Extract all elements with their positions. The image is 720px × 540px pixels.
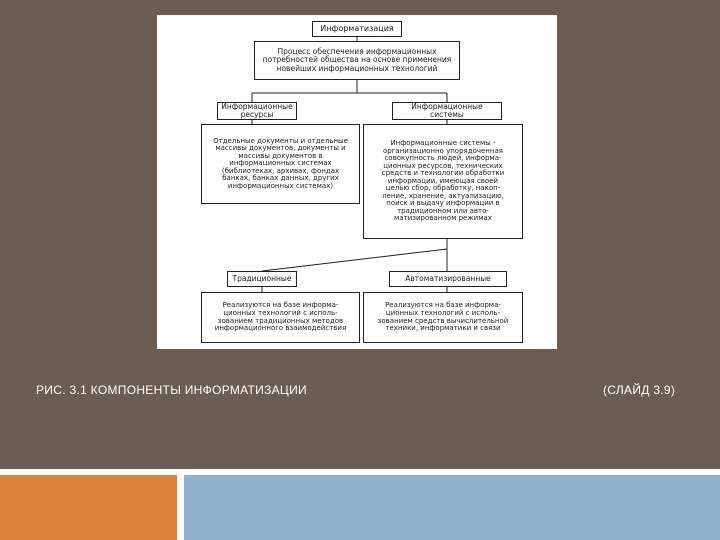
footer-accent-blue (184, 475, 720, 540)
automated-title-box: Автоматизированные (389, 271, 507, 287)
slide-number: (СЛАЙД 3.9) (603, 383, 676, 397)
traditional-title-box: Традиционные (227, 271, 297, 287)
title-box: Информатизация (312, 21, 402, 37)
definition-box: Процесс обеспечения информационных потребностей общества на основе применения новейших информационных технологий (254, 41, 460, 80)
figure-caption: РИС. 3.1 КОМПОНЕНТЫ ИНФОРМАТИЗАЦИИ (36, 383, 307, 397)
connector-to-traditional (262, 249, 447, 271)
footer-accent-orange (0, 475, 177, 540)
systems-text-box: Информационные системы - организационно упорядоченная совокупность людей, информа- ционных ресурсов, технических средств и технологии обработки информации, имеющая своей целью сбор, обработку, накоп- ление, хранение, актуализацию, поиск и выдачу информации в традиционном или авто- матизированном режимах (363, 124, 523, 239)
informatization-diagram (157, 15, 557, 349)
systems-title-box: Информационные системы (392, 102, 502, 120)
resources-text-box: Отдельные документы и отдельные массивы документов, документы и массивы документов в информационных системах (библиотеках, архивах, фондах банках, банках данных, других информационных системах) (201, 124, 360, 204)
traditional-text-box: Реализуются на базе информа- ционных технологий с исполь- зованием традиционных методов информационного взаимодействия (201, 292, 360, 343)
automated-text-box: Реализуются на базе информа- ционных технологий с исполь- зованием средств вычислительной техники, информатики и связи (363, 292, 523, 343)
resources-title-box: Информационные ресурсы (217, 102, 297, 120)
footer-gap (177, 475, 184, 540)
